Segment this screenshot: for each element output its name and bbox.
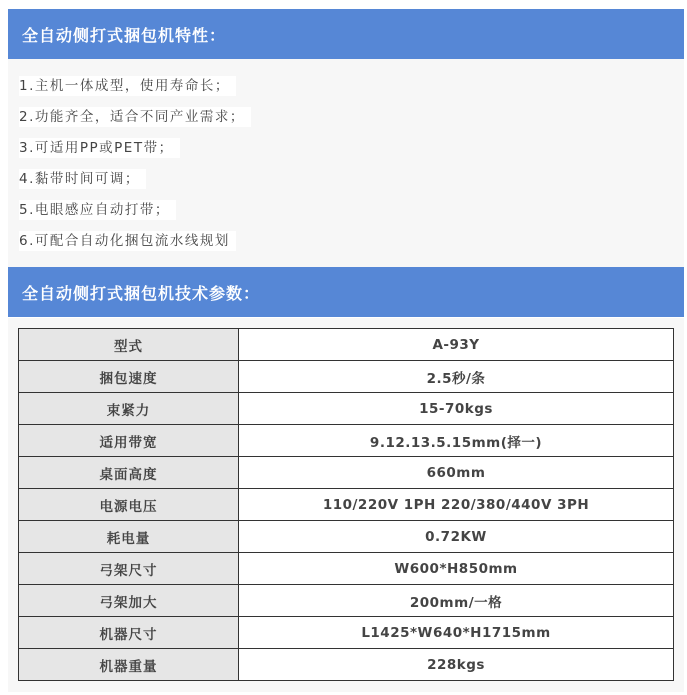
feature-item: 4.黏带时间可调； [19,169,146,189]
spec-label: 电源电压 [19,489,239,521]
spec-value: L1425*W640*H1715mm [239,617,674,649]
spec-value: 200mm/一格 [239,585,674,617]
feature-item: 1.主机一体成型，使用寿命长； [19,76,236,96]
spec-value: 0.72KW [239,521,674,553]
features-header [8,9,684,59]
specs-panel [8,318,684,692]
specs-title: 全自动侧打式捆包机技术参数： [22,283,261,303]
spec-value: 660mm [239,457,674,489]
features-title: 全自动侧打式捆包机特性： [22,25,227,45]
spec-value: 2.5秒/条 [239,361,674,393]
table-row [19,489,674,521]
spec-label: 耗电量 [19,521,239,553]
feature-item: 5.电眼感应自动打带； [19,200,176,220]
table-row [19,521,674,553]
feature-item: 2.功能齐全，适合不同产业需求； [19,107,251,127]
spec-label: 适用带宽 [19,425,239,457]
table-row [19,425,674,457]
spec-label: 捆包速度 [19,361,239,393]
spec-label: 弓架加大 [19,585,239,617]
spec-value: 228kgs [239,649,674,681]
spec-label: 桌面高度 [19,457,239,489]
spec-value: W600*H850mm [239,553,674,585]
table-row [19,617,674,649]
specs-table [18,328,674,681]
spec-value: A-93Y [239,329,674,361]
table-row [19,329,674,361]
table-row [19,585,674,617]
table-row [19,553,674,585]
table-row [19,361,674,393]
specs-header [8,267,684,317]
table-row [19,457,674,489]
table-row [19,393,674,425]
feature-item: 6.可配合自动化捆包流水线规划 [19,231,236,251]
feature-item: 3.可适用PP或PET带； [19,138,180,158]
spec-label: 机器重量 [19,649,239,681]
spec-value: 110/220V 1PH 220/380/440V 3PH [239,489,674,521]
table-row [19,649,674,681]
spec-label: 束紧力 [19,393,239,425]
spec-label: 弓架尺寸 [19,553,239,585]
spec-value: 15-70kgs [239,393,674,425]
spec-value: 9.12.13.5.15mm(择一) [239,425,674,457]
spec-label: 机器尺寸 [19,617,239,649]
features-list [8,59,684,267]
spec-label: 型式 [19,329,239,361]
